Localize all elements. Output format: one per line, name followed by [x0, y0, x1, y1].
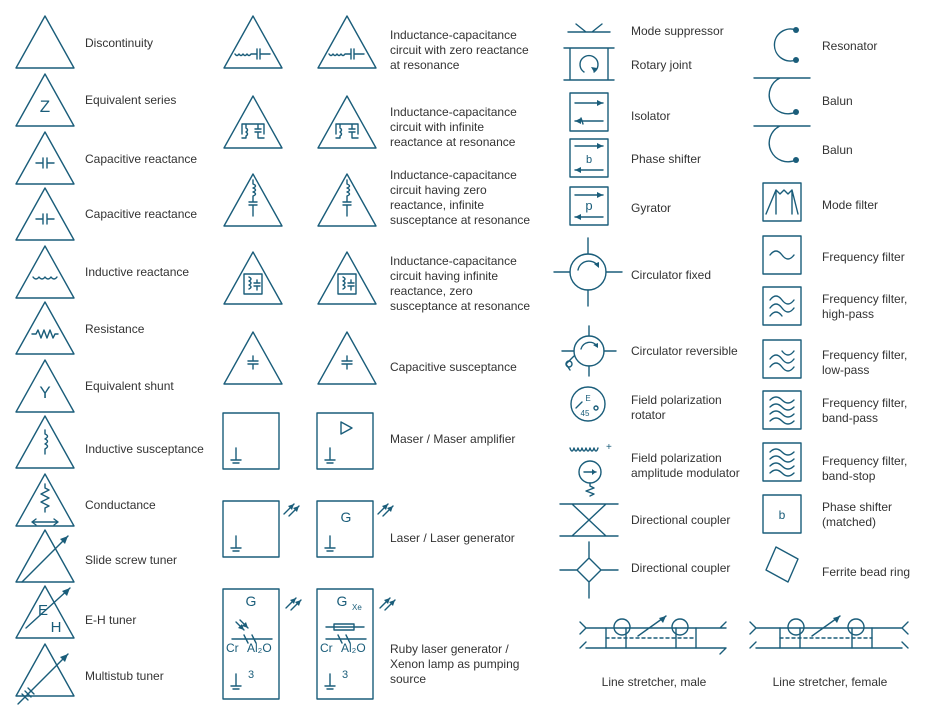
- slide-screw-tuner-label: Slide screw tuner: [85, 553, 178, 567]
- equivalent-shunt-symbol: [14, 358, 76, 414]
- line-stretcher-male-label: Line stretcher, male: [601, 675, 707, 689]
- rotary-joint-symbol: [562, 46, 616, 82]
- gyrator-label: Gyrator: [631, 201, 672, 215]
- balun-label-2: Balun: [822, 143, 853, 157]
- svg-text:H: H: [50, 619, 62, 636]
- field-polarization-rotator-symbol: [566, 384, 612, 424]
- gyrator-symbol: [569, 186, 609, 226]
- ruby-laser-symbol-b: [316, 588, 400, 702]
- lc-infinite-reactance-zero-susceptance-symbol-a: [222, 250, 284, 306]
- conductance-label: Conductance: [85, 498, 156, 512]
- lc-infinite-reactance-symbol-b: [316, 94, 378, 150]
- field-polarization-rotator-label: Field polarization rotator: [631, 393, 722, 422]
- laser-symbol-b: [316, 498, 398, 558]
- capacitive-susceptance-symbol-b: [316, 330, 378, 386]
- inductive-reactance-symbol: [14, 244, 76, 300]
- lc-zero-reactance-label: Inductance-capacitance circuit with zero reactance at resonance: [390, 28, 529, 72]
- frequency-filter-low-pass-symbol: [762, 339, 802, 379]
- frequency-filter-low-pass-label: Frequency filter, low-pass: [822, 348, 908, 377]
- maser-symbol-a: [222, 412, 280, 470]
- lc-infinite-reactance-zero-susceptance-label: Inductance-capacitance circuit having infinite reactance, zero susceptance at resonance: [390, 254, 531, 313]
- svg-text:3: 3: [342, 669, 349, 681]
- svg-text:Cr: Cr: [320, 641, 333, 655]
- conductance-symbol: [14, 472, 76, 528]
- directional-coupler-label-1: Directional coupler: [631, 513, 731, 527]
- svg-text:G: G: [336, 593, 348, 609]
- line-stretcher-female-label: Line stretcher, female: [772, 675, 888, 689]
- inductive-susceptance-symbol: [14, 414, 76, 470]
- phase-shifter-symbol: [569, 138, 609, 178]
- capacitive-susceptance-symbol-a: [222, 330, 284, 386]
- frequency-filter-symbol: [762, 235, 802, 275]
- ruby-laser-label: Ruby laser generator / Xenon lamp as pumping source: [390, 642, 520, 686]
- svg-text:Al₂O: Al₂O: [341, 641, 366, 655]
- mode-suppressor-label: Mode suppressor: [631, 24, 724, 38]
- frequency-filter-band-stop-symbol: [762, 442, 802, 482]
- balun-symbol-1: [752, 72, 812, 126]
- discontinuity-label: Discontinuity: [85, 36, 154, 50]
- resonator-label: Resonator: [822, 39, 878, 53]
- line-stretcher-male-symbol: [576, 608, 732, 662]
- resonator-symbol: [760, 22, 806, 68]
- ferrite-bead-ring-label: Ferrite bead ring: [822, 565, 911, 579]
- frequency-filter-high-pass-symbol: [762, 286, 802, 326]
- slide-screw-tuner-symbol: [14, 528, 76, 584]
- lc-infinite-reactance-symbol-a: [222, 94, 284, 150]
- equivalent-series-label: Equivalent series: [85, 93, 177, 107]
- laser-label: Laser / Laser generator: [390, 531, 515, 545]
- balun-label-1: Balun: [822, 94, 853, 108]
- capacitive-reactance-label-1: Capacitive reactance: [85, 152, 198, 166]
- svg-text:E: E: [585, 394, 591, 403]
- isolator-symbol: [569, 92, 609, 132]
- svg-text:p: p: [585, 198, 593, 213]
- frequency-filter-band-stop-label: Frequency filter, band-stop: [822, 454, 908, 483]
- frequency-filter-band-pass-symbol: [762, 390, 802, 430]
- field-polarization-modulator-symbol: [566, 436, 616, 498]
- mode-filter-symbol: [762, 182, 802, 222]
- svg-text:Z: Z: [39, 97, 51, 116]
- capacitive-reactance-symbol-1: [14, 130, 76, 186]
- svg-text:E: E: [37, 602, 49, 619]
- capacitive-reactance-symbol-2: [14, 186, 76, 242]
- lc-zero-reactance-infinite-susceptance-label: Inductance-capacitance circuit having zero reactance, infinite susceptance at resonance: [390, 168, 531, 227]
- rotary-joint-label: Rotary joint: [631, 58, 692, 72]
- multistub-tuner-label: Multistub tuner: [85, 669, 164, 683]
- lc-zero-reactance-infinite-susceptance-symbol-a: [222, 172, 284, 228]
- directional-coupler-label-2: Directional coupler: [631, 561, 731, 575]
- svg-text:Xe: Xe: [352, 603, 362, 612]
- maser-symbol-b: [316, 412, 374, 470]
- circulator-fixed-symbol: [552, 236, 624, 308]
- svg-text:45: 45: [580, 409, 590, 418]
- phase-shifter-label: Phase shifter: [631, 152, 702, 166]
- frequency-filter-label: Frequency filter: [822, 250, 905, 264]
- phase-shifter-matched-label: Phase shifter (matched): [822, 500, 893, 529]
- ruby-laser-symbol-a: [222, 588, 306, 702]
- mode-filter-label: Mode filter: [822, 198, 879, 212]
- discontinuity-symbol: [14, 14, 76, 70]
- lc-infinite-reactance-zero-susceptance-symbol-b: [316, 250, 378, 306]
- circulator-fixed-label: Circulator fixed: [631, 268, 712, 282]
- eh-tuner-label: E-H tuner: [85, 613, 137, 627]
- capacitive-susceptance-label: Capacitive susceptance: [390, 360, 517, 374]
- resistance-symbol: [14, 300, 76, 356]
- lc-zero-reactance-symbol-b: [316, 14, 378, 70]
- capacitive-reactance-label-2: Capacitive reactance: [85, 207, 198, 221]
- frequency-filter-band-pass-label: Frequency filter, band-pass: [822, 396, 908, 425]
- ferrite-bead-ring-symbol: [762, 544, 802, 588]
- lc-infinite-reactance-label: Inductance-capacitance circuit with infinite reactance at resonance: [390, 105, 517, 149]
- balun-symbol-2: [752, 120, 812, 174]
- lc-zero-reactance-symbol-a: [222, 14, 284, 70]
- field-polarization-modulator-label: Field polarization amplitude modulator: [631, 451, 740, 480]
- line-stretcher-female-symbol: [746, 608, 912, 662]
- isolator-label: Isolator: [631, 109, 671, 123]
- laser-symbol-a: [222, 498, 304, 558]
- mode-suppressor-symbol: [566, 20, 612, 44]
- circulator-reversible-label: Circulator reversible: [631, 344, 738, 358]
- phase-shifter-matched-symbol: [762, 494, 802, 534]
- svg-text:Al₂O: Al₂O: [247, 641, 272, 655]
- svg-text:b: b: [778, 508, 786, 522]
- directional-coupler-symbol-2: [558, 540, 620, 600]
- svg-text:Cr: Cr: [226, 641, 239, 655]
- inductive-susceptance-label: Inductive susceptance: [85, 442, 204, 456]
- multistub-tuner-symbol: [14, 642, 76, 698]
- svg-text:b: b: [585, 154, 593, 166]
- eh-tuner-symbol: [14, 584, 76, 640]
- inductive-reactance-label: Inductive reactance: [85, 265, 190, 279]
- svg-text:Y: Y: [39, 383, 51, 402]
- svg-text:G: G: [245, 593, 257, 609]
- circulator-reversible-symbol: [556, 318, 622, 384]
- maser-label: Maser / Maser amplifier: [390, 432, 516, 446]
- resistance-label: Resistance: [85, 322, 145, 336]
- equivalent-shunt-label: Equivalent shunt: [85, 379, 174, 393]
- svg-text:3: 3: [248, 669, 255, 681]
- lc-zero-reactance-infinite-susceptance-symbol-b: [316, 172, 378, 228]
- svg-text:G: G: [340, 509, 352, 525]
- directional-coupler-symbol-1: [558, 502, 620, 538]
- svg-text:+: +: [606, 442, 612, 453]
- frequency-filter-high-pass-label: Frequency filter, high-pass: [822, 292, 908, 321]
- equivalent-series-symbol: [14, 72, 76, 128]
